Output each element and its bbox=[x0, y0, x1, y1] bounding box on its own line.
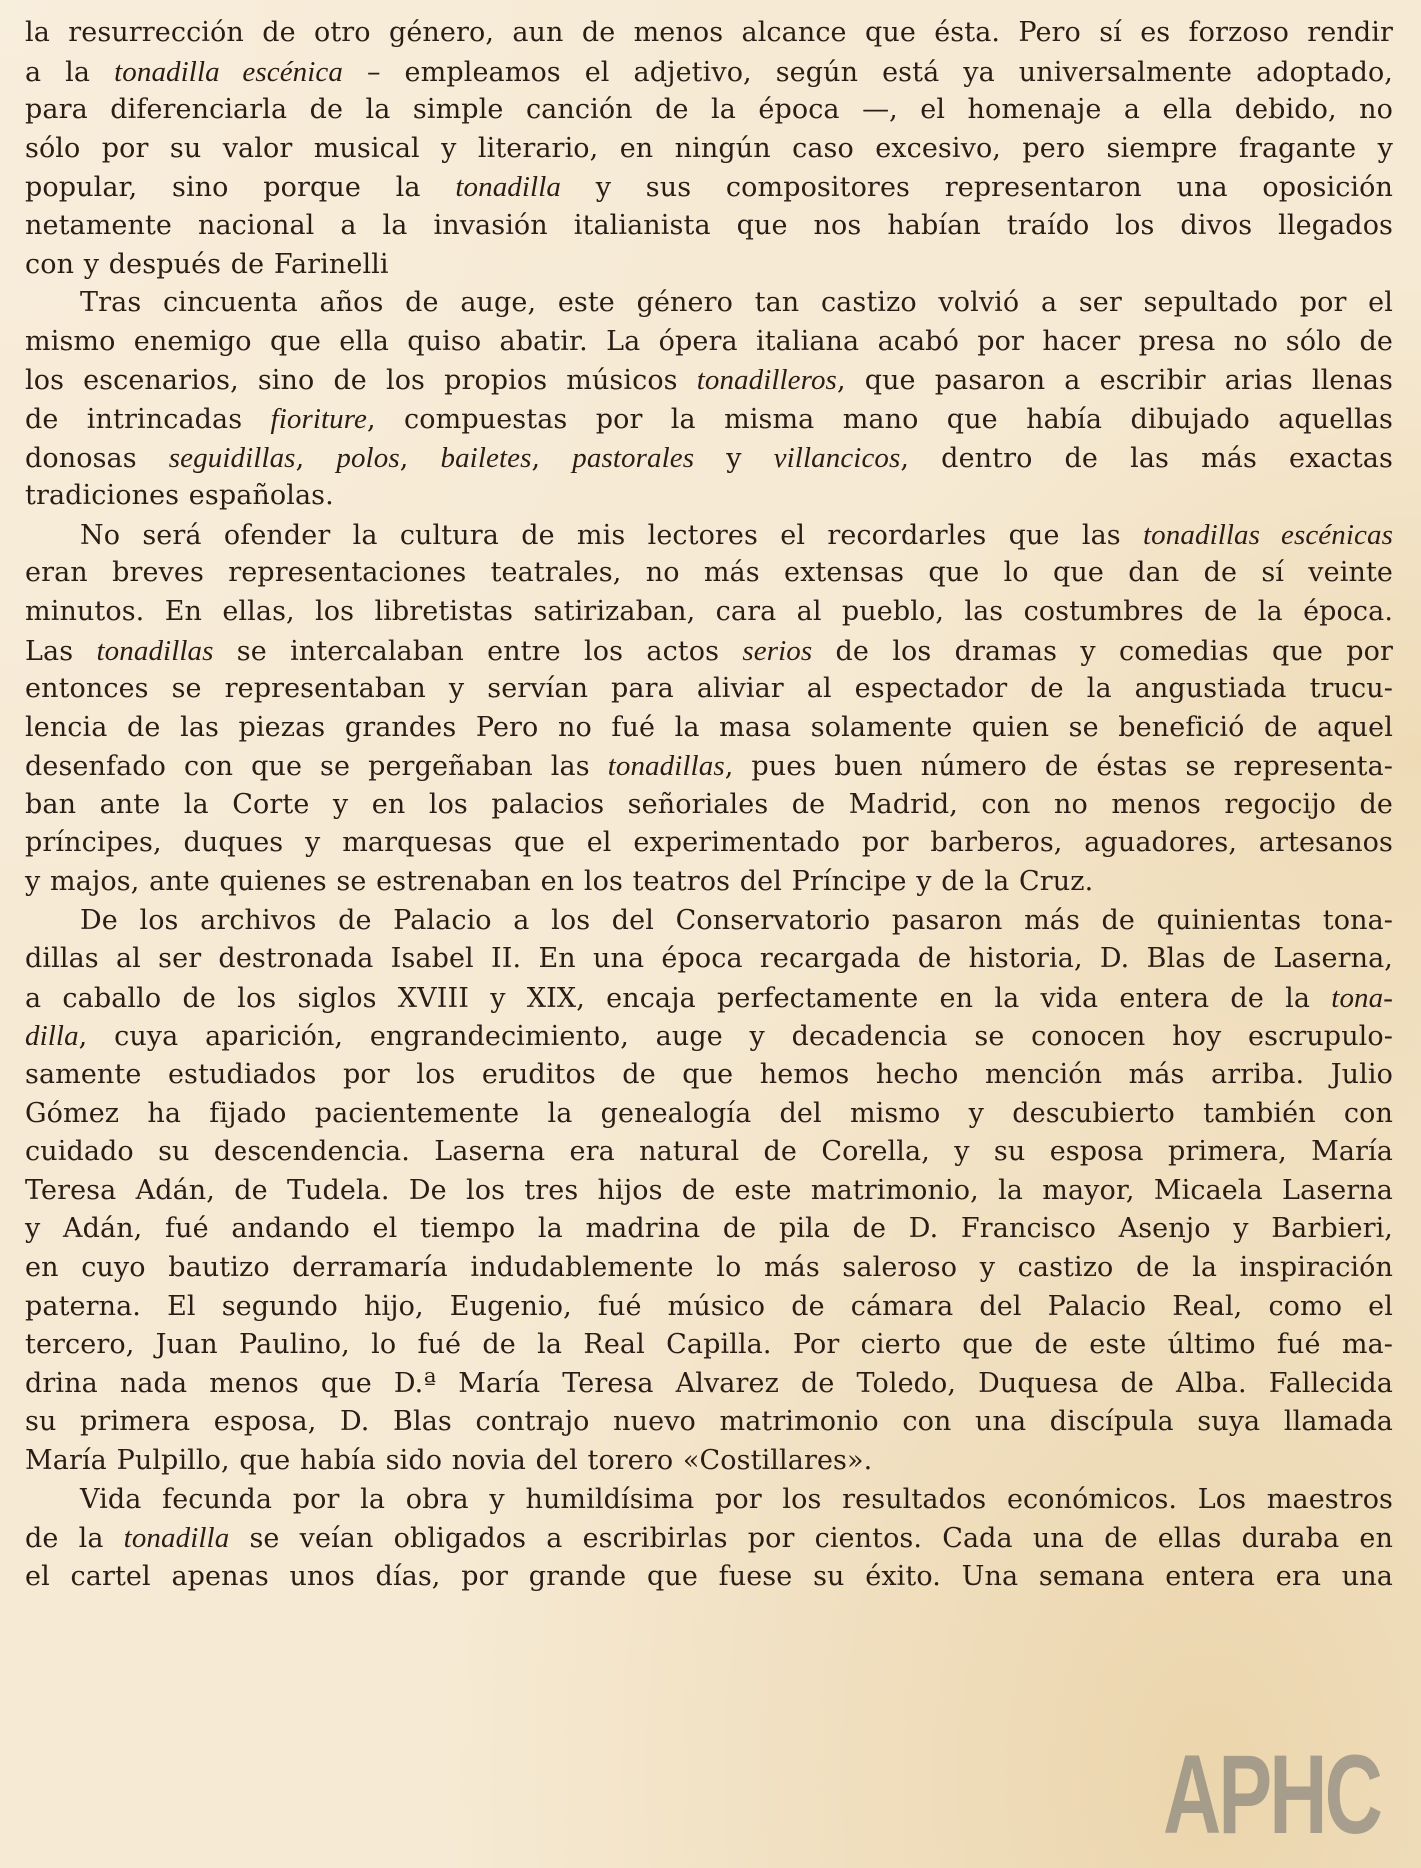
text-line bbox=[25, 130, 1393, 169]
text-line bbox=[25, 168, 1393, 207]
text-segment: de intrincadas bbox=[25, 403, 271, 435]
text-segment: a la bbox=[25, 56, 115, 88]
italic-term: pastorales bbox=[572, 441, 695, 474]
text-line bbox=[25, 1210, 1393, 1249]
text-line bbox=[25, 477, 1393, 516]
text-segment: Tras cincuenta años de auge, este género tan castizo volvió a ser sepultado por el bbox=[80, 287, 1393, 319]
text-segment: samente estudiados por los eruditos de que hemos hecho mención más arriba. Julio bbox=[25, 1059, 1393, 1091]
text-segment: los escenarios, sino de los propios músicos bbox=[25, 365, 697, 397]
text-segment: de los dramas y comedias que por bbox=[812, 635, 1393, 667]
text-segment: su primera esposa, D. Blas contrajo nuevo matrimonio con una discípula suya llamada bbox=[25, 1406, 1393, 1438]
text-line bbox=[25, 1326, 1393, 1365]
paragraph-first-line bbox=[25, 516, 1393, 555]
text-segment: , dentro de las más exactas bbox=[900, 442, 1393, 474]
text-segment: No será ofender la cultura de mis lectores el recordarles que las bbox=[80, 519, 1144, 551]
text-line bbox=[25, 323, 1393, 362]
italic-term: fioriture bbox=[270, 402, 368, 435]
text-segment: y bbox=[694, 442, 774, 474]
text-line bbox=[25, 1172, 1393, 1211]
text-line bbox=[25, 91, 1393, 130]
text-line bbox=[25, 1442, 1393, 1481]
text-segment: , bbox=[399, 442, 441, 474]
text-segment: entonces se representaban y servían para aliviar al espectador de la angustiada trucu- bbox=[25, 673, 1393, 705]
text-line bbox=[25, 940, 1393, 979]
watermark: APHC bbox=[1163, 1732, 1380, 1857]
text-line bbox=[25, 53, 1393, 92]
italic-term: tona- bbox=[1331, 981, 1393, 1014]
italic-term: dilla bbox=[25, 1020, 79, 1053]
text-line bbox=[25, 786, 1393, 825]
text-line bbox=[25, 709, 1393, 748]
text-segment: De los archivos de Palacio a los del Conservatorio pasaron más de quinientas tona- bbox=[80, 904, 1393, 936]
text-segment: Vida fecunda por la obra y humildísima por los resultados económicos. Los maestros bbox=[80, 1483, 1393, 1515]
text-segment: se veían obligados a escribirlas por cientos. Cada una de ellas duraba en bbox=[229, 1523, 1393, 1555]
italic-term: seguidillas bbox=[168, 441, 296, 474]
italic-term: tonadilleros bbox=[696, 364, 837, 397]
text-line bbox=[25, 246, 1393, 285]
text-segment: y Adán, fué andando el tiempo la madrina de pila de D. Francisco Asenjo y Barbieri, bbox=[25, 1213, 1393, 1245]
text-segment: , pues buen número de éstas se representa- bbox=[724, 751, 1393, 783]
text-line bbox=[25, 207, 1393, 246]
text-segment: ban ante la Corte y en los palacios señoriales de Madrid, con no menos regocijo de bbox=[25, 788, 1393, 820]
text-line bbox=[25, 1365, 1393, 1404]
text-line bbox=[25, 979, 1393, 1018]
text-line bbox=[25, 439, 1393, 478]
text-segment: en cuyo bautizo derramaría indudablemente lo más saleroso y castizo de la inspiración bbox=[25, 1252, 1393, 1283]
italic-term: bailetes bbox=[440, 441, 532, 474]
text-segment: con y después de Farinelli bbox=[25, 248, 389, 280]
text-segment: para diferenciarla de la simple canción de la época —, el homenaje a ella debido, no bbox=[25, 94, 1393, 126]
text-segment: el cartel apenas unos días, por grande que fuese su éxito. Una semana entera era una bbox=[25, 1560, 1393, 1592]
text-segment: Teresa Adán, de Tudela. De los tres hijos de este matrimonio, la mayor, Micaela Laserna bbox=[25, 1174, 1393, 1206]
text-segment: cuidado su descendencia. Laserna era natural de Corella, y su esposa primera, María bbox=[25, 1136, 1393, 1168]
text-segment: netamente nacional a la invasión italianista que nos habían traído los divos llegados bbox=[25, 209, 1393, 241]
italic-term: tonadilla escénica bbox=[114, 55, 343, 88]
text-segment: a caballo de los siglos XVIII y XIX, encaja perfectamente en la vida entera de la bbox=[25, 982, 1332, 1014]
italic-term: tonadilla bbox=[123, 1522, 230, 1555]
text-segment: Las bbox=[25, 635, 97, 667]
text-segment: , bbox=[531, 442, 573, 474]
text-segment: , cuya aparición, engrandecimiento, auge y decadencia se conocen hoy escrupulo- bbox=[78, 1021, 1393, 1053]
text-segment: drina nada menos que D.ª María Teresa Alvarez de Toledo, Duquesa de Alba. Fallecida bbox=[25, 1367, 1393, 1399]
text-segment: María Pulpillo, que había sido novia del torero «Costillares». bbox=[25, 1444, 873, 1476]
text-segment: príncipes, duques y marquesas que el experimentado por barberos, aguadores, artesanos bbox=[25, 827, 1393, 859]
text-line bbox=[25, 361, 1393, 400]
text-line bbox=[25, 1133, 1393, 1172]
italic-term: serios bbox=[742, 634, 813, 667]
text-segment: minutos. En ellas, los libretistas satirizaban, cara al pueblo, las costumbres de la época. bbox=[25, 595, 1393, 627]
text-segment: paterna. El segundo hijo, Eugenio, fué músico de cámara del Palacio Real, como el bbox=[25, 1290, 1393, 1322]
text-line bbox=[25, 1249, 1393, 1288]
text-line bbox=[25, 1403, 1393, 1442]
text-segment: lencia de las piezas grandes Pero no fué la masa solamente quien se benefició de aquel bbox=[25, 711, 1393, 743]
text-line bbox=[25, 632, 1393, 671]
text-line bbox=[25, 1558, 1393, 1597]
text-segment: tradiciones españolas. bbox=[25, 480, 334, 512]
text-segment: mismo enemigo que ella quiso abatir. La ópera italiana acabó por hacer presa no sólo de bbox=[25, 325, 1393, 357]
italic-term: villancicos bbox=[773, 441, 901, 474]
text-segment: se intercalaban entre los actos bbox=[213, 635, 743, 667]
text-line bbox=[25, 670, 1393, 709]
text-segment: eran breves representaciones teatrales, no más extensas que lo que dan de sí veinte bbox=[25, 557, 1393, 589]
text-segment: tercero, Juan Paulino, lo fué de la Real Capilla. Por cierto que de este último fué ma- bbox=[25, 1329, 1393, 1361]
italic-term: tonadilla bbox=[455, 171, 561, 204]
text-segment: y sus compositores representaron una oposición bbox=[560, 172, 1393, 204]
italic-term: polos bbox=[336, 441, 400, 474]
italic-term: tonadillas escénicas bbox=[1143, 518, 1393, 551]
text-line bbox=[25, 824, 1393, 863]
text-line bbox=[25, 400, 1393, 439]
text-segment: popular, sino porque la bbox=[25, 172, 456, 204]
text-line bbox=[25, 863, 1393, 902]
text-line bbox=[25, 1095, 1393, 1134]
text-line bbox=[25, 1288, 1393, 1327]
text-segment: dillas al ser destronada Isabel II. En una época recargada de historia, D. Blas de Laserna, bbox=[25, 943, 1393, 975]
text-line bbox=[25, 554, 1393, 593]
text-segment: , bbox=[295, 442, 337, 474]
text-segment: de la bbox=[25, 1523, 124, 1555]
document-page bbox=[25, 14, 1393, 1596]
text-line bbox=[25, 14, 1393, 53]
text-segment: sólo por su valor musical y literario, en ningún caso excesivo, pero siempre fragante y bbox=[25, 132, 1393, 164]
paragraph-first-line bbox=[25, 1481, 1393, 1520]
text-segment: Gómez ha fijado pacientemente la genealogía del mismo y descubierto también con bbox=[25, 1097, 1393, 1129]
text-segment: donosas bbox=[25, 442, 169, 474]
text-line bbox=[25, 1056, 1393, 1095]
text-segment: , compuestas por la misma mano que había dibujado aquellas bbox=[367, 403, 1393, 435]
italic-term: tonadillas bbox=[607, 750, 725, 783]
text-line bbox=[25, 747, 1393, 786]
text-segment: desenfado con que se pergeñaban las bbox=[25, 751, 608, 783]
text-line bbox=[25, 593, 1393, 632]
text-segment: , que pasaron a escribir arias llenas bbox=[836, 365, 1393, 397]
text-line bbox=[25, 1519, 1393, 1558]
paragraph-first-line bbox=[25, 902, 1393, 941]
paragraph-first-line bbox=[25, 284, 1393, 323]
text-segment: la resurrección de otro género, aun de menos alcance que ésta. Pero sí es forzoso rendir bbox=[25, 17, 1393, 48]
text-segment: – empleamos el adjetivo, según está ya universalmente adoptado, bbox=[343, 56, 1393, 88]
text-segment: y majos, ante quienes se estrenaban en los teatros del Príncipe y de la Cruz. bbox=[25, 866, 1094, 898]
text-line bbox=[25, 1017, 1393, 1056]
italic-term: tonadillas bbox=[96, 634, 214, 667]
